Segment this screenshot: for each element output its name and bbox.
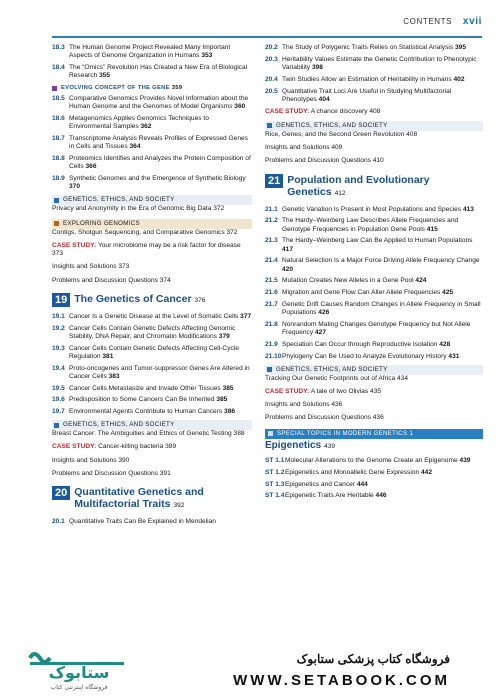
- toc-entry[interactable]: [265, 277, 483, 285]
- section-page: 444: [356, 480, 368, 488]
- special-topic-title[interactable]: Epigenetics 439: [265, 439, 335, 451]
- section-number: 21.6: [265, 289, 278, 297]
- header-label: CONTENTS: [403, 17, 453, 26]
- case-study-entry[interactable]: CASE STUDY: A chance discovery 408: [265, 107, 381, 115]
- section-title: Proteomics Identifies and Analyzes the Protein Composition of Cells 366: [69, 155, 251, 171]
- header-rule: [52, 36, 482, 38]
- section-page: 439: [459, 457, 471, 465]
- toc-entry[interactable]: [265, 237, 483, 253]
- entry-list: [52, 518, 252, 526]
- section-title: Epigenetics and Cancer 444: [285, 480, 368, 488]
- toc-entry[interactable]: [52, 396, 252, 404]
- section-number: 19.3: [52, 344, 65, 352]
- section-number: 20.3: [265, 55, 278, 63]
- section-number: 19.6: [52, 396, 65, 404]
- section-page: 385: [216, 396, 228, 404]
- section-title: The Hardy–Weinberg Law Describes Allele Frequencies and Genotype Frequencies in Population Gene Pools 415: [282, 217, 459, 233]
- section-title: Mutation Creates New Alleles in a Gene Pool 424: [282, 277, 427, 285]
- box-heading: GENETICS, ETHICS, AND SOCIETY: [265, 121, 483, 131]
- section-number: 18.3: [52, 44, 65, 51]
- section-page: 395: [454, 44, 466, 51]
- site-name-persian: فروشگاه کتاب پزشکی ستابوک: [296, 652, 450, 666]
- entry-list: [265, 44, 483, 104]
- section-title: The “Omics” Revolution Has Created a New Era of Biological Research 355: [69, 64, 248, 80]
- section-title: Speciation Can Occur through Reproductive Isolation 428: [282, 341, 451, 348]
- toc-entry[interactable]: [265, 56, 483, 72]
- box-heading: GENETICS, ETHICS, AND SOCIETY: [265, 365, 483, 375]
- toc-entry[interactable]: [52, 95, 252, 111]
- section-number: 18.8: [52, 155, 65, 163]
- toc-entry[interactable]: [52, 115, 252, 131]
- section-number: 20.5: [265, 87, 278, 95]
- toc-entry[interactable]: [52, 313, 252, 321]
- box-entry[interactable]: Rice, Genes, and the Second Green Revolution 408: [265, 131, 418, 138]
- section-title: Nonrandom Mating Changes Genotype Frequency but Not Allele Frequency 427: [282, 321, 471, 337]
- section-title: Cancer Is a Genetic Disease at the Level of Somatic Cells 377: [69, 312, 252, 320]
- toc-entry[interactable]: [265, 481, 483, 489]
- section-page: 383: [108, 372, 120, 380]
- section-title: Proto-oncogenes and Tumor-suppressor Genes Are Altered in Cancer Cells 383: [69, 364, 250, 380]
- section-page: 379: [218, 332, 230, 340]
- section-title: The Study of Polygenic Traits Relies on Statistical Analysis 395: [282, 44, 466, 51]
- section-number: 18.6: [52, 115, 65, 123]
- toc-entry[interactable]: [265, 44, 483, 52]
- section-number: 21.3: [265, 237, 278, 245]
- entry-list: [52, 44, 252, 80]
- toc-entry[interactable]: [265, 492, 483, 500]
- section-title: Phylogeny Can Be Used to Analyze Evolutionary History 431: [282, 352, 460, 360]
- section-title: Cancer Cells Metastasize and Invade Other Tissues 385: [69, 384, 234, 392]
- svg-text:ستابوک: ستابوک: [48, 663, 110, 682]
- section-page: 427: [315, 329, 327, 337]
- section-title: Synthetic Genomes and the Emergence of Synthetic Biology 370: [69, 175, 246, 191]
- section-page: 425: [442, 289, 454, 297]
- insights-entry[interactable]: Insights and Solutions 409: [265, 144, 343, 152]
- section-page: 417: [282, 245, 294, 253]
- section-title: Migration and Gene Flow Can Alter Allele Frequencies 425: [282, 289, 454, 297]
- toc-entry[interactable]: [265, 457, 483, 465]
- section-title: Quantitative Trait Loci Are Useful in Studying Multifactorial Phenotypes 404: [282, 87, 452, 103]
- toc-entry[interactable]: [52, 518, 252, 526]
- toc-entry[interactable]: [265, 469, 483, 477]
- section-page: 385: [222, 384, 234, 392]
- section-title: Heritability Values Estimate the Genetic Contribution to Phenotypic Variability 398: [282, 55, 477, 71]
- section-number: 18.7: [52, 135, 65, 143]
- box-entry[interactable]: Tracking Our Genetic Footprints out of Africa 434: [265, 374, 409, 382]
- section-page: 404: [318, 95, 330, 103]
- watermark-footer: [0, 638, 500, 700]
- section-page: 360: [234, 103, 246, 111]
- section-title: Genetic Drift Causes Random Changes in Allele Frequency in Small Populations 426: [282, 301, 481, 317]
- blue-square-icon: [54, 198, 59, 203]
- section-page: 420: [282, 265, 294, 273]
- insights-entry[interactable]: Insights and Solutions 373: [52, 263, 130, 271]
- section-page: 442: [420, 468, 432, 476]
- toc-entry[interactable]: [52, 155, 252, 171]
- toc-entry[interactable]: [52, 325, 252, 341]
- case-study-entry[interactable]: CASE STUDY: A tale of two Olivias 435: [265, 388, 382, 395]
- toc-entry[interactable]: [265, 257, 483, 273]
- section-title: Comparative Genomics Provides Novel Information about the Human Genome and the Genomes of Model Organisms 360: [69, 95, 249, 111]
- section-number: 21.8: [265, 321, 278, 328]
- problems-entry[interactable]: Problems and Discussion Questions 436: [265, 414, 384, 422]
- problems-entry[interactable]: Problems and Discussion Questions 410: [265, 157, 384, 165]
- svg-text:فروشگاه اینترنتی کتاب: فروشگاه اینترنتی کتاب: [50, 684, 108, 691]
- section-number: 21.10: [265, 352, 282, 360]
- blue-square-icon: [267, 123, 272, 128]
- chapter-number: 21: [265, 174, 283, 188]
- toc-entry[interactable]: [265, 341, 483, 349]
- toc-entry[interactable]: [52, 385, 252, 393]
- section-number: 21.4: [265, 257, 278, 265]
- box-entry[interactable]: Privacy and Anonymity in the Era of Genomic Big Data 372: [52, 205, 225, 213]
- site-url[interactable]: WWW.SETABOOK.COM: [233, 672, 450, 689]
- toc-entry[interactable]: [52, 365, 252, 381]
- chapter-heading[interactable]: 20 Quantitative Genetics and Multifactorial Traits 392: [52, 486, 252, 512]
- section-title: Cancer Cells Contain Genetic Defects Affecting Genomic Stability, DNA Repair, and Chromatin Modifications 379: [69, 324, 236, 340]
- entry-list: [265, 457, 483, 501]
- toc-entry[interactable]: [265, 206, 483, 214]
- section-number: ST 1.4: [265, 492, 285, 500]
- section-title: Epigenetic Traits Are Heritable 446: [285, 492, 387, 500]
- section-page: 362: [140, 123, 152, 131]
- box-entry[interactable]: Contigs, Shotgun Sequencing, and Comparative Genomics 372: [52, 228, 238, 236]
- case-study-entry[interactable]: CASE STUDY: Your microbiome may be a risk factor for disease 373: [52, 242, 241, 258]
- section-number: 19.7: [52, 408, 65, 416]
- section-page: 415: [426, 225, 438, 233]
- section-page: 386: [224, 408, 236, 416]
- section-title: The Human Genome Project Revealed Many Important Aspects of Genome Organization in Humans 353: [69, 44, 231, 60]
- section-title: Twin Studies Allow an Estimation of Heritability in Humans 402: [282, 75, 465, 83]
- section-page: 355: [99, 72, 111, 80]
- section-page: 364: [129, 143, 141, 151]
- section-title: Genetic Variation Is Present in Most Populations and Species 413: [282, 205, 474, 213]
- section-page: 370: [69, 183, 81, 191]
- problems-entry[interactable]: Problems and Discussion Questions 391: [52, 469, 171, 477]
- section-number: 19.1: [52, 312, 65, 320]
- section-number: 18.5: [52, 95, 65, 103]
- orange-square-icon: [54, 221, 59, 226]
- section-number: 21.9: [265, 341, 278, 348]
- section-number: 20.2: [265, 44, 278, 51]
- toc-entry[interactable]: [265, 76, 483, 84]
- section-title: Cancer Cells Contain Genetic Defects Affecting Cell-Cycle Regulation 381: [69, 344, 239, 360]
- toc-entry[interactable]: [265, 289, 483, 297]
- section-page: 353: [201, 52, 213, 60]
- chapter-heading[interactable]: 19 The Genetics of Cancer 376: [52, 293, 252, 307]
- section-number: 18.4: [52, 64, 65, 71]
- section-page: 402: [453, 75, 465, 83]
- square-icon: [268, 431, 273, 436]
- box-entry[interactable]: Breast Cancer: The Ambiguities and Ethics of Genetic Testing 388: [52, 430, 245, 438]
- section-title: Transcriptome Analysis Reveals Profiles of Expressed Genes in Cells and Tissues 364: [69, 135, 248, 151]
- section-number: 19.4: [52, 364, 65, 372]
- section-page: 426: [318, 309, 330, 317]
- chapter-number: 20: [52, 486, 70, 500]
- chapter-number: 19: [52, 293, 70, 307]
- case-study-entry[interactable]: CASE STUDY: Cancer-killing bacteria 389: [52, 443, 177, 451]
- section-number: 19.2: [52, 324, 65, 332]
- section-page: 381: [102, 352, 114, 360]
- section-title: The Hardy–Weinberg Law Can Be Applied to Human Populations 417: [282, 237, 473, 253]
- entry-list: [52, 95, 252, 191]
- evolving-concept-heading[interactable]: EVOLVING CONCEPT OF THE GENE 359: [52, 84, 252, 92]
- section-number: ST 1.2: [265, 468, 285, 476]
- toc-entry[interactable]: [265, 301, 483, 317]
- section-title: Environmental Agents Contribute to Human Cancers 386: [69, 408, 236, 416]
- section-page: 424: [415, 277, 427, 285]
- left-column: [52, 44, 252, 530]
- insights-entry[interactable]: Insights and Solutions 390: [52, 456, 130, 464]
- toc-entry[interactable]: [52, 64, 252, 80]
- section-title: Epigenetics and Monoallelic Gene Expression 442: [285, 468, 432, 476]
- section-page: 431: [448, 352, 460, 360]
- right-column: [265, 44, 483, 504]
- blue-square-icon: [54, 423, 59, 428]
- chapter-heading[interactable]: 21 Population and Evolutionary Genetics 412: [265, 174, 483, 200]
- section-page: 398: [311, 64, 323, 71]
- toc-entry[interactable]: [52, 44, 252, 60]
- section-title: Metagenomics Applies Genomics Techniques to Environmental Samples 362: [69, 115, 209, 131]
- section-title: Natural Selection Is a Major Force Driving Allele Frequency Change 420: [282, 257, 480, 273]
- section-page: 413: [462, 205, 474, 213]
- section-title: Molecular Alterations to the Genome Create an Epigenome 439: [285, 457, 471, 465]
- toc-entry[interactable]: [265, 217, 483, 233]
- problems-entry[interactable]: Problems and Discussion Questions 374: [52, 276, 171, 284]
- section-number: 20.1: [52, 518, 65, 526]
- toc-entry[interactable]: [265, 88, 483, 104]
- box-heading: EXPLORING GENOMICS: [52, 219, 252, 229]
- toc-entry[interactable]: [52, 408, 252, 416]
- section-title: Predisposition to Some Cancers Can Be Inherited 385: [69, 396, 228, 404]
- section-number: 20.4: [265, 75, 278, 83]
- purple-square-icon: [52, 86, 57, 91]
- entry-list: [265, 206, 483, 361]
- section-title: Quantitative Traits Can Be Explained in Mendelian: [69, 518, 216, 526]
- section-number: 21.2: [265, 217, 278, 225]
- section-number: 18.9: [52, 175, 65, 183]
- section-number: 21.1: [265, 205, 278, 213]
- insights-entry[interactable]: Insights and Solutions 436: [265, 401, 343, 409]
- special-topics-heading: SPECIAL TOPICS IN MODERN GENETICS 1: [265, 429, 483, 439]
- toc-entry[interactable]: [52, 345, 252, 361]
- entry-list: [52, 313, 252, 417]
- page-header: [403, 16, 482, 27]
- section-page: 366: [85, 163, 97, 171]
- section-page: 446: [375, 492, 387, 500]
- toc-entry[interactable]: [265, 353, 483, 361]
- section-number: 21.5: [265, 277, 278, 285]
- box-heading: GENETICS, ETHICS, AND SOCIETY: [52, 195, 252, 205]
- box-heading: GENETICS, ETHICS, AND SOCIETY: [52, 420, 252, 430]
- section-number: ST 1.1: [265, 457, 285, 465]
- page-number: xvii: [462, 16, 482, 27]
- toc-entry[interactable]: [52, 175, 252, 191]
- setabook-logo-icon: [24, 646, 134, 694]
- section-number: 21.7: [265, 301, 278, 308]
- blue-square-icon: [267, 367, 272, 372]
- section-page: 377: [240, 312, 252, 320]
- toc-entry[interactable]: [52, 135, 252, 151]
- toc-entry[interactable]: [265, 321, 483, 337]
- section-page: 428: [439, 341, 451, 348]
- section-number: 19.5: [52, 384, 65, 392]
- section-number: ST 1.3: [265, 480, 285, 488]
